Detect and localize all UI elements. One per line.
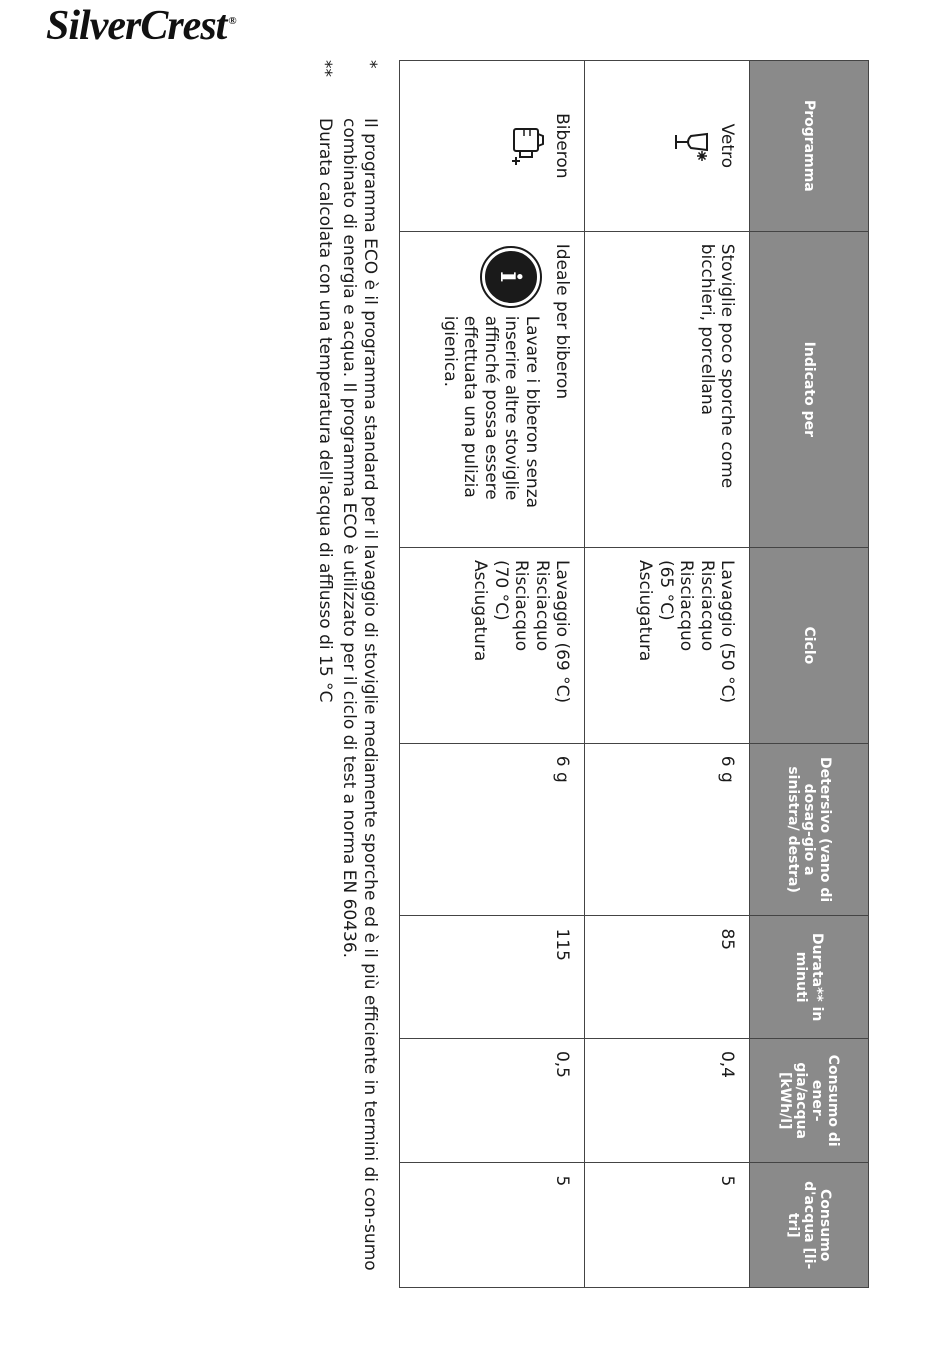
cycle-line: Asciugatura: [470, 559, 491, 662]
header-suited-for: Indicato per: [750, 231, 869, 547]
suited-for-cell: [585, 231, 750, 547]
detergent-cell: 6 g: [585, 743, 750, 916]
suited-for-text: Stoviglie poco sporche come bicchieri, porcellana: [696, 243, 737, 489]
header-detergent: Detersivo (vano di dosag-gio a sinistra/ destra): [750, 743, 869, 916]
footnote-mark: **: [315, 60, 336, 77]
program-name: Biberon: [552, 113, 572, 179]
info-icon: i: [482, 248, 540, 306]
water-cell: 5: [585, 1163, 750, 1288]
header-program: Programma: [750, 61, 869, 232]
energy-cell: 0,5: [400, 1038, 585, 1163]
footnote-mark: *: [360, 60, 380, 69]
program-name: Vetro: [717, 123, 737, 169]
hygiene-note: [440, 244, 542, 535]
duration-cell: 85: [585, 916, 750, 1038]
header-water: Consumo d'acqua [li-tri]: [750, 1163, 869, 1288]
cycle-line: Lavaggio (50 °C): [717, 559, 737, 704]
hygiene-note-text: Lavare i biberon senza inserire altre stoviglie affinché possa essere effettuata una pulizia igienica.: [440, 315, 542, 509]
table-header-row: [750, 61, 869, 1288]
suited-for-text: Ideale per biberon: [552, 243, 572, 400]
cycle-line: (70 °C): [490, 559, 511, 621]
duration-cell: 115: [400, 916, 585, 1038]
header-cycle: Ciclo: [750, 547, 869, 743]
footnote: [314, 60, 335, 1320]
program-cell: [585, 61, 750, 232]
cycle-line: Risciacquo: [696, 559, 717, 652]
header-duration: Durata** in minuti: [750, 916, 869, 1038]
cycle-line: Risciacquo: [531, 559, 552, 652]
footnote: [338, 60, 381, 1320]
cycle-line: Risciacquo: [511, 559, 532, 652]
brand-logo-text: SilverCrest: [46, 3, 227, 49]
water-cell: 5: [400, 1163, 585, 1288]
footnote-text: Il programma ECO è il programma standard per il lavaggio di stoviglie mediamente sporche ed è il più efficiente in termini di con-sumo combinato di energia e acqua. Il programma ECO è utilizzato per il ciclo di test a norma EN 60436.: [338, 118, 380, 1271]
energy-cell: 0,4: [585, 1038, 750, 1163]
program-table: [399, 60, 869, 1288]
glass-icon: [671, 129, 711, 163]
cycle-line: Asciugatura: [635, 559, 656, 662]
table-row: [585, 61, 750, 1288]
footnotes: [312, 60, 380, 1320]
suited-for-cell: [400, 231, 585, 547]
program-cell: [400, 61, 585, 232]
header-energy: Consumo di ener-gia/acqua [kWh/l]: [750, 1038, 869, 1163]
brand-logo: [46, 2, 236, 50]
cycle-line: (65 °C): [655, 559, 676, 621]
cycle-cell: [400, 547, 585, 743]
rotated-content: [310, 60, 950, 1320]
cycle-line: Risciacquo: [676, 559, 697, 652]
cycle-cell: [585, 547, 750, 743]
baby-bottle-icon: [510, 126, 546, 166]
cycle-line: Lavaggio (69 °C): [552, 559, 572, 704]
footnote-text: Durata calcolata con una temperatura dell'acqua di afflusso di 15 °C: [315, 118, 336, 703]
table-row: [400, 61, 585, 1288]
registered-mark: ®: [228, 15, 236, 27]
detergent-cell: 6 g: [400, 743, 585, 916]
